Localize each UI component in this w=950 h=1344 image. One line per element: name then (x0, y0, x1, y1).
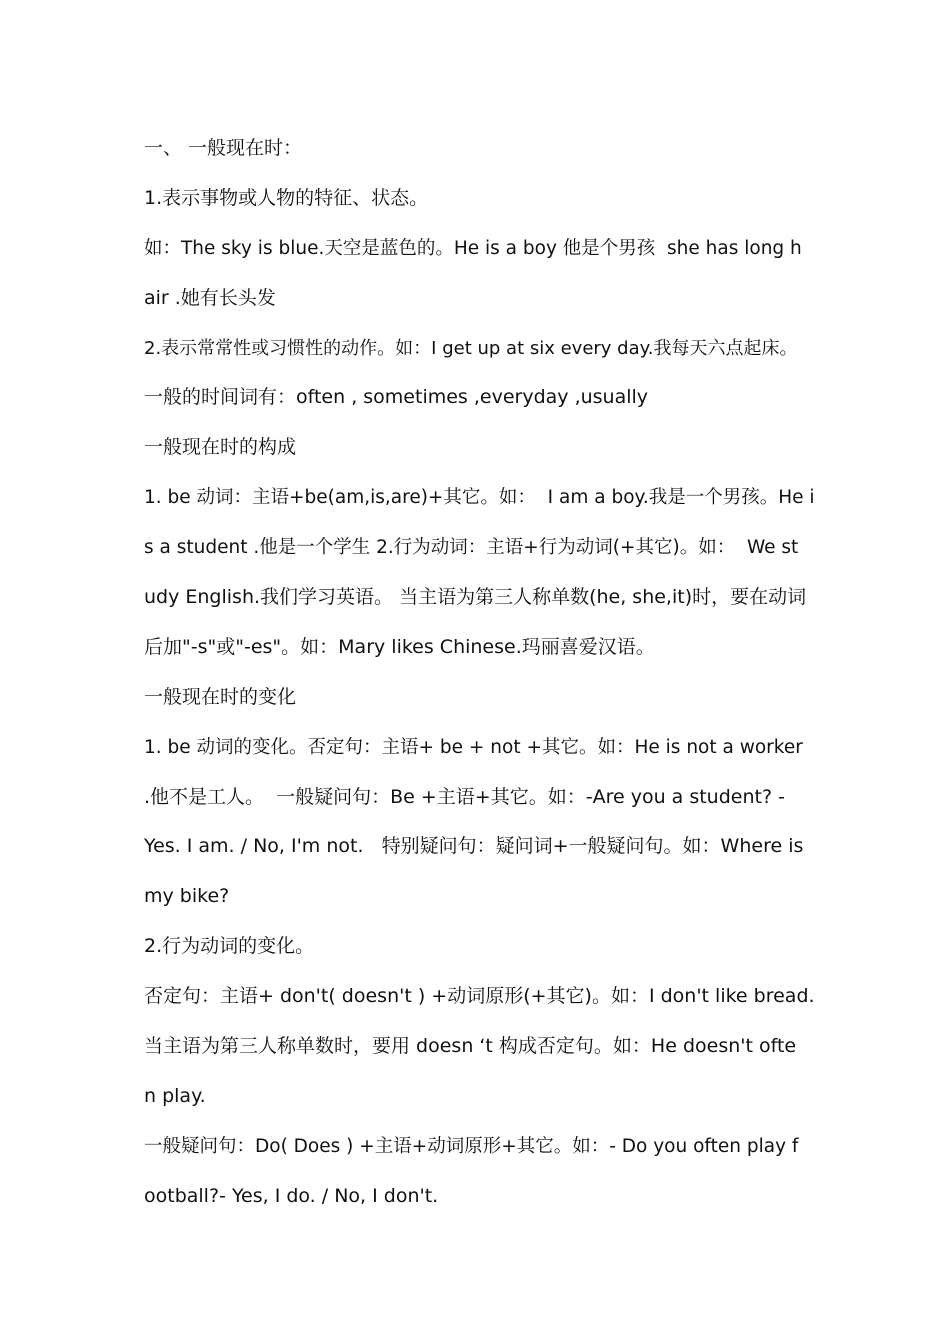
text-line: 否定句：主语+ don't( doesn't ) +动词原形(+其它)。如：I don't like bread. (144, 985, 815, 1008)
text-line: 一般疑问句：Do( Does ) +主语+动词原形+其它。如：- Do you often play f (144, 1135, 799, 1157)
document-body (144, 124, 814, 1222)
text-line: 2.行为动词的变化。 (144, 935, 315, 958)
text-line: 1. be 动词的变化。否定句：主语+ be + not +其它。如：He is not a worker (144, 736, 803, 758)
text-line: 一般的时间词有：often , sometimes ,everyday ,usually (144, 386, 649, 409)
text-line: 2.表示常常性或习惯性的动作。如：I get up at six every day.我每天六点起床。 (144, 337, 798, 359)
text-line: .他不是工人。 一般疑问句：Be +主语+其它。如：-Are you a student? - (144, 785, 785, 808)
text-line: Yes. I am. / No, I'm not. 特别疑问句：疑问词+一般疑问句。如：Where is (144, 835, 804, 858)
text-line: air .她有长头发 (144, 286, 276, 309)
text-line: ootball?- Yes, I do. / No, I don't. (144, 1184, 439, 1207)
text-line: 当主语为第三人称单数时，要用 doesn ‘t 构成否定句。如：He doesn't ofte (144, 1035, 797, 1058)
text-line: s a student .他是一个学生 2.行为动词：主语+行为动词(+其它)。如： We st (144, 537, 799, 559)
text-line: 后加"-s"或"-es"。如：Mary likes Chinese.玛丽喜爱汉语。 (144, 635, 655, 658)
subsection-heading: 一般现在时的构成 (144, 436, 297, 459)
text-line: n play. (144, 1084, 206, 1107)
text-line: udy English.我们学习英语。 当主语为第三人称单数(he, she,it)时，要在动词 (144, 586, 807, 609)
text-line: my bike? (144, 885, 230, 908)
section-heading: 一、 一般现在时： (144, 137, 303, 159)
text-line: 1. be 动词：主语+be(am,is,are)+其它。如： I am a boy.我是一个男孩。He i (144, 487, 815, 509)
text-line: 1.表示事物或人物的特征、状态。 (144, 186, 429, 209)
text-line: 如：The sky is blue.天空是蓝色的。He is a boy 他是个男孩 she has long h (144, 237, 802, 259)
subsection-heading: 一般现在时的变化 (144, 685, 297, 708)
